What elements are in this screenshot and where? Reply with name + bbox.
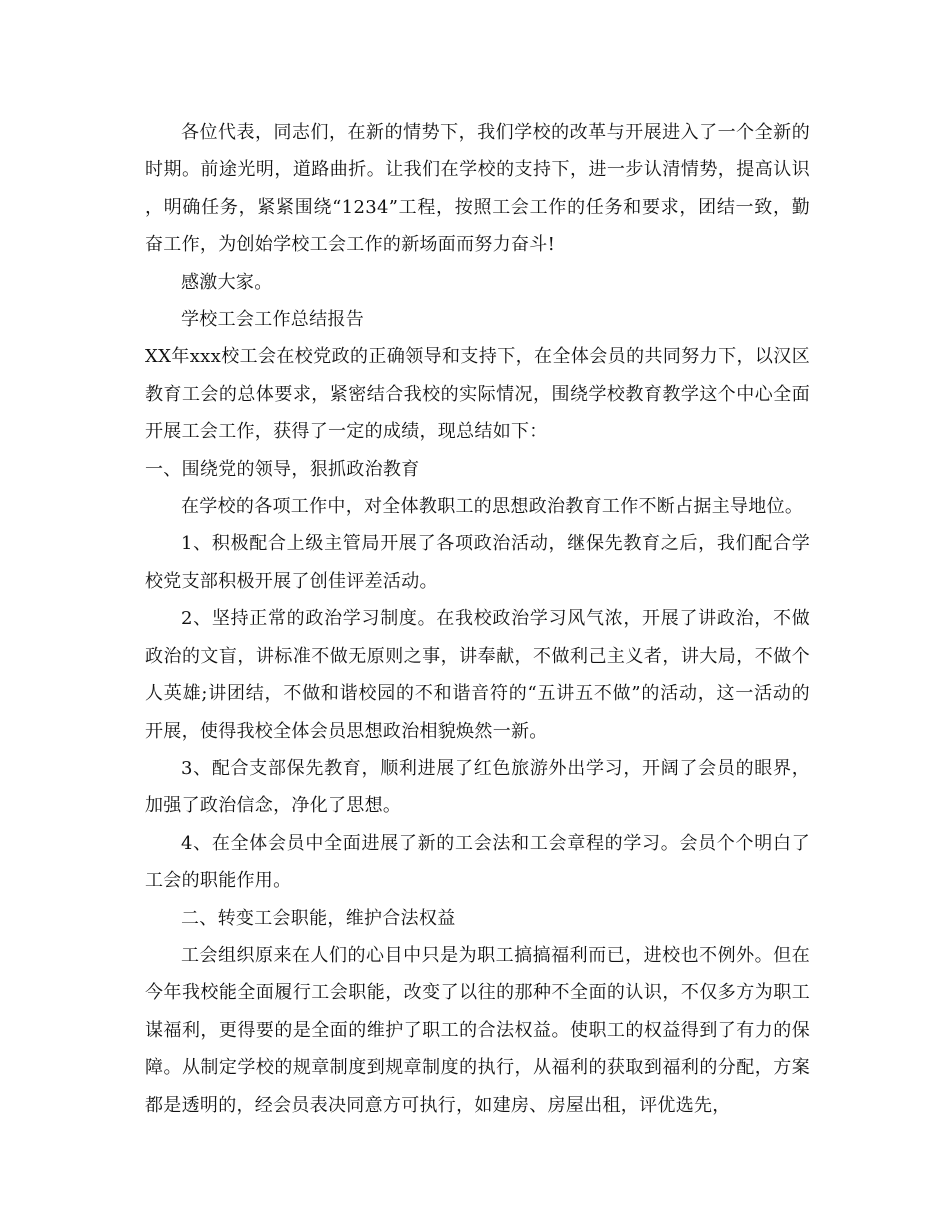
paragraph-thanks: 感激大家。 [181, 271, 273, 293]
paragraph-section-2-body: 工会组织原来在人们的心目中只是为职工搞搞福利而已，进校也不例外。但在今年我校能全面履行工会职能，改变了以往的那种不全面的认识，不仅多方为职工谋福利，更得要的是全面的维护了职工的合法权益。使职工的权益得到了有力的保障。从制定学校的规章制度到规章制度的执行，从福利的获取到福利的分配，方案都是透明的，经会员表决同意方可执行，如建房、房屋出租，评优选先， [145, 944, 810, 1116]
paragraph-closing-appeal: 各位代表，同志们，在新的情势下，我们学校的改革与开展进入了一个全新的时期。前途光明，道路曲折。让我们在学校的支持下，进一步认清情势，提高认识，明确任务，紧紧围绕“1234”工程，按照工会工作的任务和要求，团结一致，勤奋工作，为创始学校工会工作的新场面而努力奋斗! [145, 122, 810, 256]
list-item-1: 1、积极配合上级主管局开展了各项政治活动，继保先教育之后，我们配合学校党支部积极开展了创佳评差活动。 [145, 533, 810, 592]
list-item-4: 4、在全体会员中全面进展了新的工会法和工会章程的学习。会员个个明白了工会的职能作用。 [145, 832, 810, 892]
paragraph-intro: XX年xxx校工会在校党政的正确领导和支持下，在全体会员的共同努力下，以汉区教育工会的总体要求，紧密结合我校的实际情况，围绕学校教育教学这个中心全面开展工会工作，获得了一定的成绩，现总结如下： [145, 346, 810, 443]
report-title: 学校工会工作总结报告 [181, 309, 364, 331]
document-body [145, 114, 810, 1124]
paragraph-section-1-lead: 在学校的各项工作中，对全体教职工的思想政治教育工作不断占据主导地位。 [181, 496, 804, 518]
list-item-2: 2、坚持正常的政治学习制度。在我校政治学习风气浓，开展了讲政治，不做政治的文盲，讲标准不做无原则之事，讲奉献，不做利己主义者，讲大局，不做个人英雄;讲团结，不做和谐校园的不和谐音符的“五讲五不做”的活动，这一活动的开展，使得我校全体会员思想政治相貌焕然一新。 [145, 608, 810, 742]
section-heading-2: 二、转变工会职能，维护合法权益 [181, 907, 456, 929]
list-item-3: 3、配合支部保先教育，顺利进展了红色旅游外出学习，开阔了会员的眼界，加强了政治信念，净化了思想。 [145, 757, 810, 817]
section-heading-1: 一、围绕党的领导，狠抓政治教育 [145, 458, 420, 480]
